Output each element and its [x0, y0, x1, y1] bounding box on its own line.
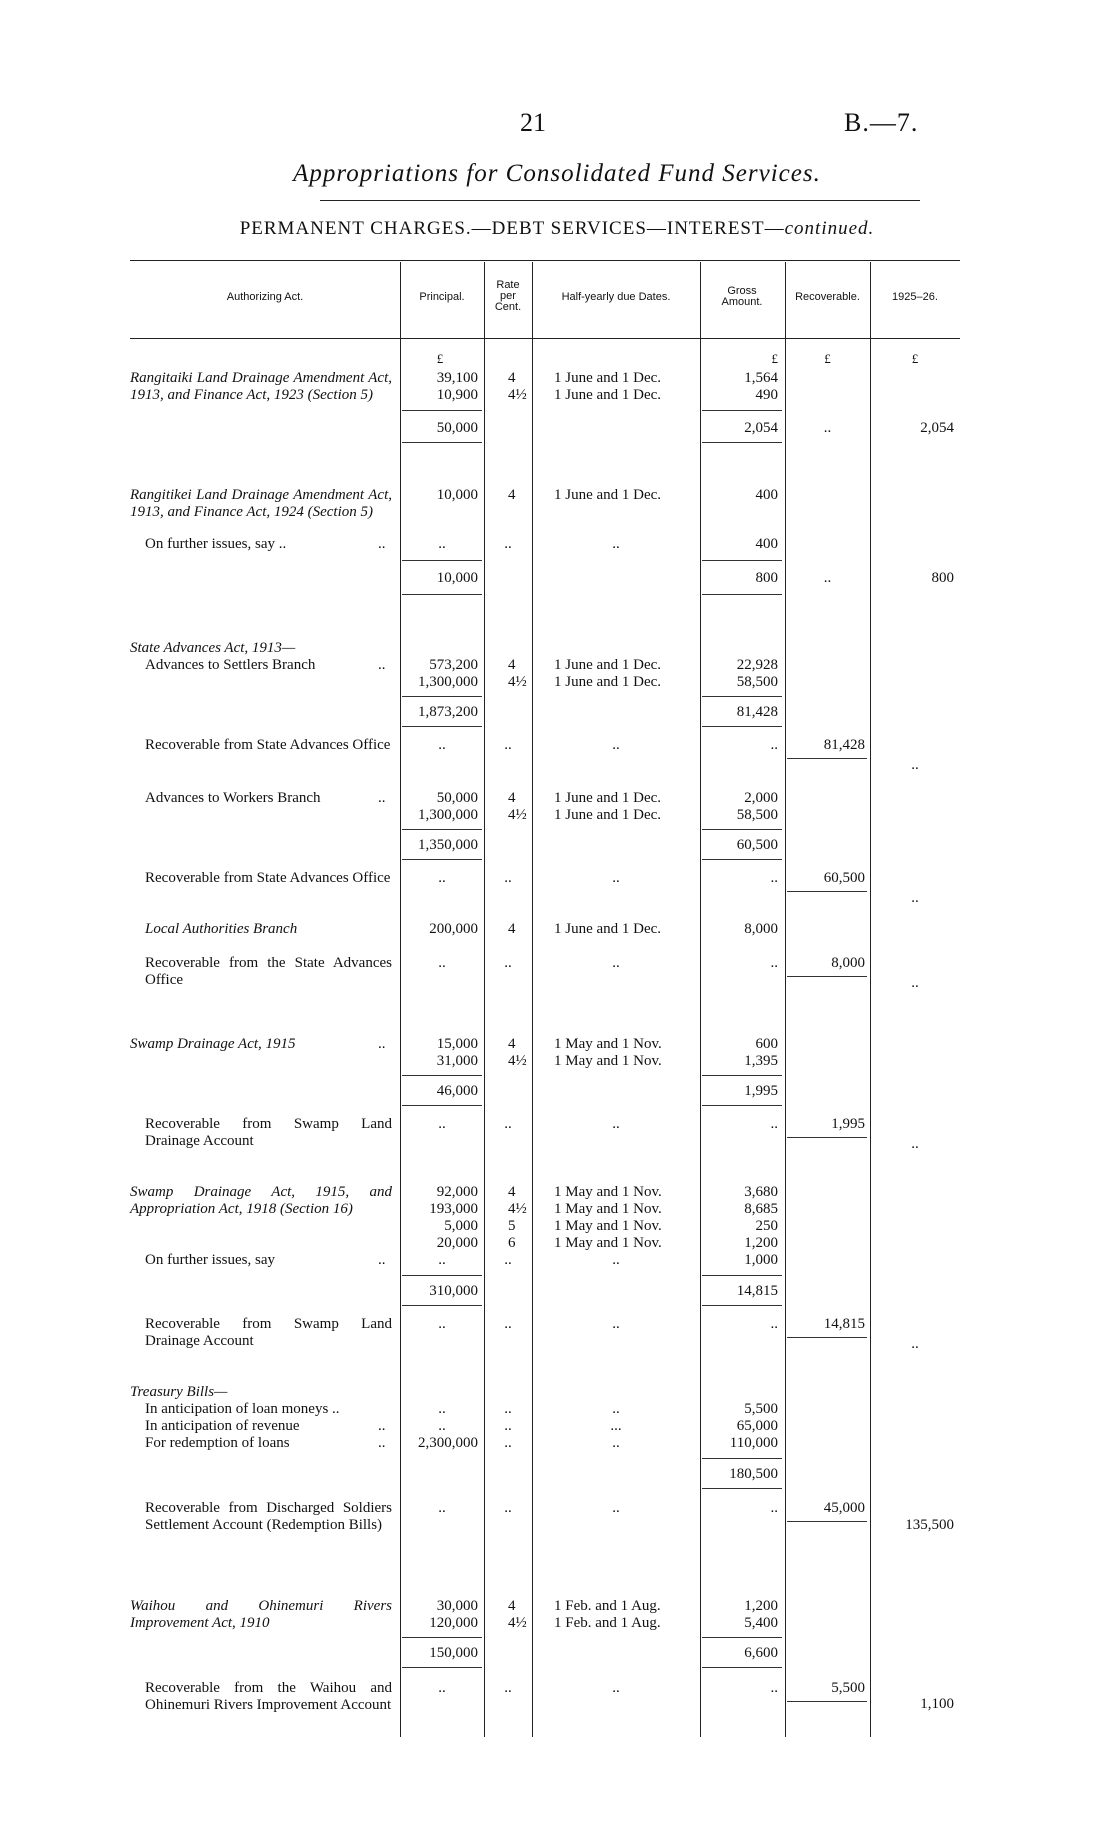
dots-placeholder: ..: [612, 1316, 620, 1332]
due-dates: 1 Feb. and 1 Aug.: [554, 1615, 661, 1631]
dots-placeholder: ..: [378, 790, 386, 806]
dots-placeholder: ..: [378, 1435, 386, 1451]
treasury-line: In anticipation of revenue: [145, 1418, 300, 1434]
dots-placeholder: ..: [823, 420, 832, 436]
gross-value: 58,500: [736, 674, 778, 690]
principal-value: 2,300,000: [418, 1435, 478, 1451]
due-dates: 1 May and 1 Nov.: [554, 1036, 662, 1052]
subtotal-rule: [402, 410, 482, 411]
dots-placeholder: ..: [378, 657, 386, 673]
principal-value: 1,300,000: [418, 674, 478, 690]
rate-value: 4: [508, 487, 516, 503]
recoverable-rule: [787, 1701, 867, 1702]
dots-placeholder: ..: [770, 955, 778, 971]
principal-total: 50,000: [436, 420, 478, 436]
dots-placeholder: ..: [438, 1316, 446, 1332]
dots-placeholder: ..: [438, 1116, 446, 1132]
gross-value: 8,000: [744, 921, 778, 937]
rate-value: 4: [508, 657, 516, 673]
principal-value: 573,200: [429, 657, 478, 673]
treasury-line: For redemption of loans: [145, 1435, 290, 1451]
principal-value: 1,300,000: [418, 807, 478, 823]
page-number: 21: [520, 108, 546, 137]
due-dates: 1 May and 1 Nov.: [554, 1184, 662, 1200]
dots-placeholder: ..: [504, 737, 512, 753]
dots-placeholder: ..: [504, 1316, 512, 1332]
gross-value: 8,685: [744, 1201, 778, 1217]
recoverable-rule: [787, 891, 867, 892]
act-label-waihou: Waihou and Ohinemuri Rivers Improvement Act, 1910: [130, 1598, 392, 1631]
dots-placeholder: ..: [504, 1680, 512, 1696]
recoverable-rule: [787, 758, 867, 759]
rate-value: 4½: [508, 1615, 527, 1631]
gross-total: 800: [755, 570, 778, 586]
branch-label-workers: Advances to Workers Branch: [145, 790, 321, 806]
total-rule: [702, 1667, 782, 1668]
year-value: 800: [931, 570, 954, 586]
dots-placeholder: ...: [610, 1418, 622, 1434]
dots-placeholder: ..: [770, 870, 778, 886]
due-dates: 1 June and 1 Dec.: [554, 370, 662, 386]
currency-symbol: £: [771, 351, 778, 366]
due-dates: 1 June and 1 Dec.: [554, 487, 662, 503]
year-value: 135,500: [905, 1517, 954, 1533]
gross-total: 6,600: [744, 1645, 778, 1661]
gross-total: 2,054: [744, 420, 778, 436]
act-label-swamp-appropriation: Swamp Drainage Act, 1915, and Appropriation Act, 1918 (Section 16): [130, 1184, 392, 1217]
total-rule: [402, 1105, 482, 1106]
dots-placeholder: ..: [612, 870, 620, 886]
rate-value: 4: [508, 1184, 516, 1200]
gross-total: 180,500: [729, 1466, 778, 1482]
act-label-rangitaiki: Rangitaiki Land Drainage Amendment Act, 1913, and Finance Act, 1923 (Section 5): [130, 370, 392, 403]
dots-placeholder: ..: [504, 1500, 512, 1516]
gross-value: 600: [755, 1036, 778, 1052]
column-header-act: Authorizing Act.: [226, 291, 304, 303]
principal-total: 1,873,200: [418, 704, 478, 720]
principal-value: 31,000: [436, 1053, 478, 1069]
recoverable-value: 45,000: [823, 1500, 865, 1516]
dots-placeholder: ..: [770, 1316, 778, 1332]
rate-value: 6: [508, 1235, 516, 1251]
gross-value: 250: [755, 1218, 778, 1234]
recoverable-label: Recoverable from State Advances Office: [145, 737, 391, 753]
dots-placeholder: ..: [504, 870, 512, 886]
dots-placeholder: ..: [911, 890, 919, 906]
due-dates: 1 May and 1 Nov.: [554, 1053, 662, 1069]
subtitle-suffix: continued.: [784, 218, 875, 239]
recoverable-label: Recoverable from Discharged Soldiers Settlement Account (Redemption Bills): [145, 1500, 392, 1533]
rate-value: 4: [508, 1036, 516, 1052]
title-rule: [320, 200, 920, 201]
dots-placeholder: ..: [438, 536, 446, 552]
treasury-line: In anticipation of loan moneys ..: [145, 1401, 340, 1417]
dots-placeholder: ..: [438, 1500, 446, 1516]
rate-value: 4: [508, 1598, 516, 1614]
section-subtitle: [0, 218, 1114, 240]
due-dates: 1 May and 1 Nov.: [554, 1218, 662, 1234]
dots-placeholder: ..: [438, 1418, 446, 1434]
principal-value: 30,000: [436, 1598, 478, 1614]
total-rule: [402, 1305, 482, 1306]
dots-placeholder: ..: [438, 1680, 446, 1696]
due-dates: 1 June and 1 Dec.: [554, 674, 662, 690]
column-header-rate: Rate per Cent.: [494, 279, 522, 313]
gross-value: 400: [755, 487, 778, 503]
rate-value: 4: [508, 921, 516, 937]
rate-value: 4: [508, 790, 516, 806]
dots-placeholder: ..: [612, 1252, 620, 1268]
recoverable-value: 1,995: [831, 1116, 865, 1132]
gross-value: 2,000: [744, 790, 778, 806]
gross-value: 1,395: [744, 1053, 778, 1069]
subtotal-rule: [702, 1275, 782, 1276]
rate-value: 4½: [508, 1053, 527, 1069]
further-issues-label: On further issues, say: [145, 1252, 275, 1268]
document-reference: B.—7.: [844, 108, 919, 137]
act-label-treasury-bills: Treasury Bills—: [130, 1384, 228, 1400]
principal-total: 1,350,000: [418, 837, 478, 853]
subtitle-text: PERMANENT CHARGES.—DEBT SERVICES—INTEREST—: [239, 218, 785, 239]
subtotal-rule: [402, 1637, 482, 1638]
dots-placeholder: ..: [378, 1036, 386, 1052]
column-header-year: 1925–26.: [892, 291, 938, 303]
principal-value: 10,000: [436, 487, 478, 503]
subtotal-rule: [402, 1275, 482, 1276]
dots-placeholder: ..: [770, 737, 778, 753]
recoverable-label: Recoverable from the Waihou and Ohinemuri Rivers Improvement Account: [145, 1680, 392, 1713]
total-rule: [702, 442, 782, 443]
gross-value: 1,200: [744, 1598, 778, 1614]
dots-placeholder: ..: [911, 1336, 919, 1352]
recoverable-label: Recoverable from Swamp Land Drainage Account: [145, 1116, 392, 1149]
year-value: 2,054: [920, 420, 954, 436]
dots-placeholder: ..: [770, 1116, 778, 1132]
total-rule: [402, 726, 482, 727]
principal-value: 20,000: [436, 1235, 478, 1251]
recoverable-value: 14,815: [823, 1316, 865, 1332]
due-dates: 1 June and 1 Dec.: [554, 921, 662, 937]
column-header-recoverable: Recoverable.: [795, 291, 860, 303]
gross-value: 1,000: [744, 1252, 778, 1268]
gross-total: 81,428: [736, 704, 778, 720]
total-rule: [402, 442, 482, 443]
gross-value: 58,500: [736, 807, 778, 823]
act-label-swamp-drainage: Swamp Drainage Act, 1915: [130, 1036, 296, 1052]
dots-placeholder: ..: [504, 1418, 512, 1434]
subtotal-rule: [702, 1075, 782, 1076]
table-top-rule: [130, 260, 960, 261]
total-rule: [402, 859, 482, 860]
column-header-principal: Principal.: [419, 291, 465, 303]
gross-value: 1,564: [744, 370, 778, 386]
dots-placeholder: ..: [504, 1252, 512, 1268]
rate-value: 4½: [508, 387, 527, 403]
due-dates: 1 June and 1 Dec.: [554, 790, 662, 806]
principal-value: 120,000: [429, 1615, 478, 1631]
total-rule: [702, 859, 782, 860]
subtotal-rule: [702, 696, 782, 697]
gross-total: 60,500: [736, 837, 778, 853]
subtotal-rule: [702, 829, 782, 830]
dots-placeholder: ..: [612, 536, 620, 552]
dots-placeholder: ..: [504, 955, 512, 971]
total-rule: [702, 1105, 782, 1106]
table-header-rule: [130, 338, 960, 339]
recoverable-value: 8,000: [831, 955, 865, 971]
dots-placeholder: ..: [612, 1680, 620, 1696]
principal-total: 10,000: [436, 570, 478, 586]
dots-placeholder: ..: [378, 536, 386, 552]
recoverable-value: 5,500: [831, 1680, 865, 1696]
dots-placeholder: ..: [378, 1418, 386, 1434]
gross-value: 5,400: [744, 1615, 778, 1631]
dots-placeholder: ..: [438, 1401, 446, 1417]
principal-value: 15,000: [436, 1036, 478, 1052]
dots-placeholder: ..: [911, 757, 919, 773]
subtotal-rule: [702, 410, 782, 411]
principal-value: 50,000: [436, 790, 478, 806]
rate-value: 4½: [508, 1201, 527, 1217]
gross-value: 490: [755, 387, 778, 403]
principal-total: 150,000: [429, 1645, 478, 1661]
currency-symbol: £: [436, 351, 444, 366]
principal-value: 193,000: [429, 1201, 478, 1217]
branch-label-settlers: Advances to Settlers Branch: [145, 657, 316, 673]
further-issues-label: On further issues, say ..: [145, 536, 287, 552]
principal-total: 310,000: [429, 1283, 478, 1299]
dots-placeholder: ..: [612, 1116, 620, 1132]
currency-symbol: £: [911, 351, 919, 366]
dots-placeholder: ..: [770, 1680, 778, 1696]
due-dates: 1 June and 1 Dec.: [554, 807, 662, 823]
principal-total: 46,000: [436, 1083, 478, 1099]
dots-placeholder: ..: [911, 1136, 919, 1152]
gross-total: 1,995: [744, 1083, 778, 1099]
principal-value: 10,900: [436, 387, 478, 403]
dots-placeholder: ..: [504, 536, 512, 552]
principal-value: 200,000: [429, 921, 478, 937]
due-dates: 1 June and 1 Dec.: [554, 387, 662, 403]
column-divider: [870, 262, 871, 1737]
due-dates: 1 May and 1 Nov.: [554, 1235, 662, 1251]
gross-value: 110,000: [729, 1435, 778, 1451]
dots-placeholder: ..: [612, 1500, 620, 1516]
dots-placeholder: ..: [438, 737, 446, 753]
subtotal-rule: [702, 1637, 782, 1638]
column-header-due-dates: Half-yearly due Dates.: [561, 291, 671, 303]
recoverable-rule: [787, 1337, 867, 1338]
act-label-state-advances: State Advances Act, 1913—: [130, 640, 296, 656]
recoverable-value: 60,500: [823, 870, 865, 886]
gross-value: 1,200: [744, 1235, 778, 1251]
subtotal-rule: [702, 560, 782, 561]
rate-value: 5: [508, 1218, 516, 1234]
principal-value: 39,100: [436, 370, 478, 386]
gross-value: 3,680: [744, 1184, 778, 1200]
total-rule: [402, 1667, 482, 1668]
dots-placeholder: ..: [504, 1401, 512, 1417]
recoverable-label: Recoverable from State Advances Office: [145, 870, 391, 886]
gross-value: 400: [755, 536, 778, 552]
total-rule: [402, 594, 482, 595]
total-rule: [702, 594, 782, 595]
dots-placeholder: ..: [770, 1500, 778, 1516]
principal-value: 92,000: [436, 1184, 478, 1200]
act-label-rangitikei: Rangitikei Land Drainage Amendment Act, 1913, and Finance Act, 1924 (Section 5): [130, 487, 392, 520]
dots-placeholder: ..: [504, 1435, 512, 1451]
gross-total: 14,815: [736, 1283, 778, 1299]
rate-value: 4½: [508, 807, 527, 823]
rate-value: 4: [508, 370, 516, 386]
dots-placeholder: ..: [378, 1252, 386, 1268]
recoverable-label: Recoverable from the State Advances Office: [145, 955, 392, 988]
year-value: 1,100: [920, 1696, 954, 1712]
dots-placeholder: ..: [612, 1435, 620, 1451]
total-rule: [702, 726, 782, 727]
recoverable-label: Recoverable from Swamp Land Drainage Account: [145, 1316, 392, 1349]
dots-placeholder: ..: [438, 955, 446, 971]
recoverable-rule: [787, 1521, 867, 1522]
subtotal-rule: [702, 1458, 782, 1459]
total-rule: [702, 1488, 782, 1489]
principal-value: 5,000: [444, 1218, 478, 1234]
due-dates: 1 Feb. and 1 Aug.: [554, 1598, 661, 1614]
due-dates: 1 May and 1 Nov.: [554, 1201, 662, 1217]
page-title: Appropriations for Consolidated Fund Services.: [293, 160, 821, 187]
dots-placeholder: ..: [823, 570, 832, 586]
branch-label-local-authorities: Local Authorities Branch: [145, 921, 298, 937]
recoverable-value: 81,428: [823, 737, 865, 753]
recoverable-rule: [787, 1137, 867, 1138]
gross-value: 5,500: [744, 1401, 778, 1417]
dots-placeholder: ..: [612, 1401, 620, 1417]
gross-value: 65,000: [736, 1418, 778, 1434]
total-rule: [702, 1305, 782, 1306]
subtotal-rule: [402, 1075, 482, 1076]
subtotal-rule: [402, 829, 482, 830]
dots-placeholder: ..: [612, 955, 620, 971]
dots-placeholder: ..: [438, 1252, 446, 1268]
subtotal-rule: [402, 696, 482, 697]
dots-placeholder: ..: [438, 870, 446, 886]
dots-placeholder: ..: [911, 975, 919, 991]
dots-placeholder: ..: [504, 1116, 512, 1132]
recoverable-rule: [787, 976, 867, 977]
column-header-gross: Gross Amount.: [721, 285, 763, 308]
subtotal-rule: [402, 560, 482, 561]
currency-symbol: £: [824, 351, 831, 366]
due-dates: 1 June and 1 Dec.: [554, 657, 662, 673]
gross-value: 22,928: [736, 657, 778, 673]
rate-value: 4½: [508, 674, 527, 690]
dots-placeholder: ..: [612, 737, 620, 753]
